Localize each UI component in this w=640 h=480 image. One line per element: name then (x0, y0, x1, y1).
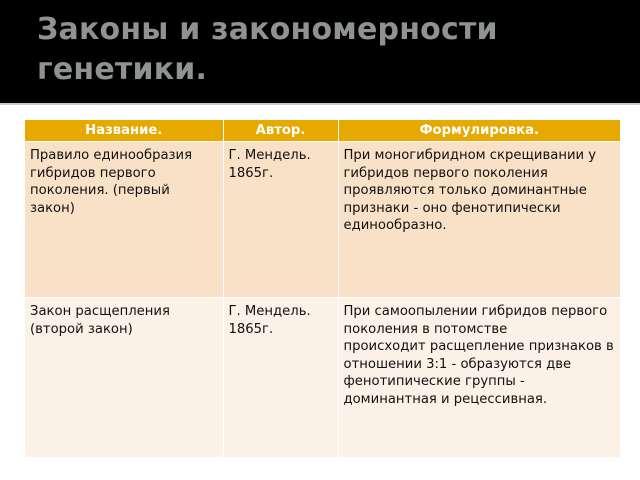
title-bar (0, 0, 640, 103)
table-row (25, 142, 620, 298)
table-header-row (25, 120, 620, 142)
law-formulation-cell: При моногибридном скрещивании у гибридов первого поколения проявляются только доминантные признаки - оно фенотипически единообразно. (338, 142, 620, 298)
header-formulation: Формулировка. (338, 120, 620, 142)
law-author-cell: Г. Мендель. 1865г. (223, 142, 338, 298)
title-divider (0, 103, 640, 105)
law-name-cell: Правило единообразия гибридов первого поколения. (первый закон) (25, 142, 223, 298)
table-row (25, 298, 620, 458)
law-author-cell: Г. Мендель. 1865г. (223, 298, 338, 458)
header-author: Автор. (223, 120, 338, 142)
slide-title: Законы и закономерности генетики. (37, 12, 498, 87)
law-formulation-cell: При самоопылении гибридов первого поколения в потомстве происходит расщепление признаков в отношении 3:1 - образуются две фенотипические группы - доминантная и рецессивная. (338, 298, 620, 458)
genetics-laws-table (25, 120, 620, 457)
law-name-cell: Закон расщепления (второй закон) (25, 298, 223, 458)
header-name: Название. (25, 120, 223, 142)
